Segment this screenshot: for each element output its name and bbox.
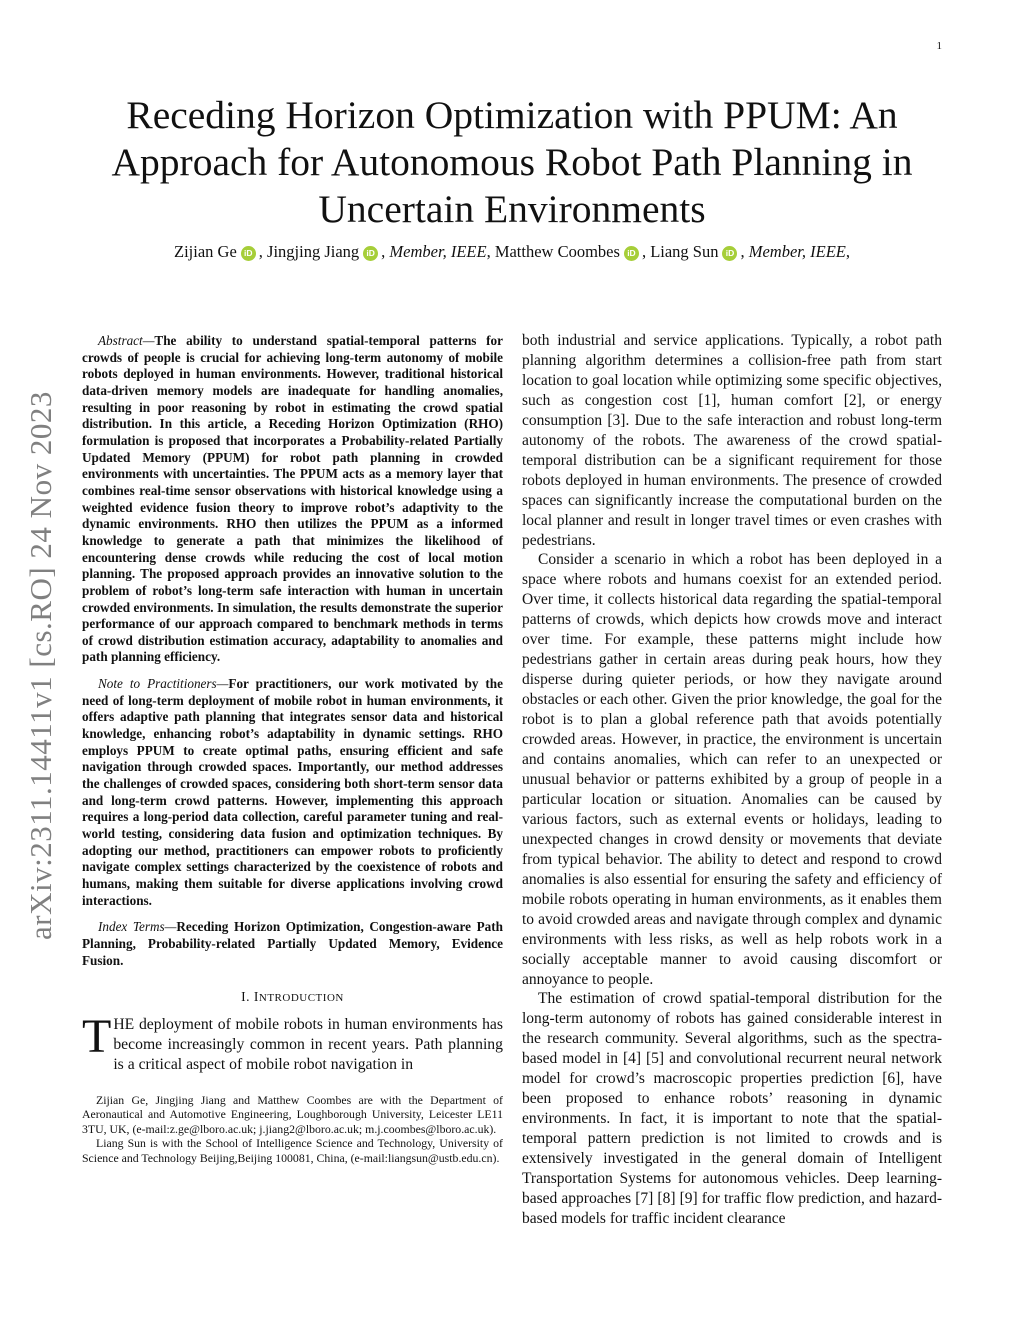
intro-paragraph [82, 1010, 503, 1074]
intro-first-word: HE [113, 1016, 135, 1034]
abstract-label: Abstract— [98, 333, 155, 348]
section-number: I. [241, 989, 251, 1005]
section-first-letter: I [253, 989, 259, 1005]
drop-cap: T [82, 1010, 112, 1064]
author-membership: Member, IEEE [389, 242, 487, 261]
left-column [82, 333, 503, 1166]
orcid-icon[interactable]: iD [624, 246, 639, 261]
right-column [522, 331, 942, 1229]
orcid-icon[interactable]: iD [722, 246, 737, 261]
body-paragraph: Consider a scenario in which a robot has been deployed in a space where robots and humans coexist for an extended period. Over time, it collects historical data regarding the spatial-temporal patterns of crowds, which depicts how crowds move and interact over time. For example, these patterns might include how pedestrians gather in certain areas during peak hours, how they disperse during quieter periods, or how they navigate around obstacles or each other. Given the prior knowledge, the goal for the robot is to plan a global reference path that avoids potentially crowded areas. However, in practice, the environment is uncertain and contains anomalies, which can refer to an unexpected or unusual behavior or patterns exhibited by a group of people in a particular location or situation. Anomalies can be caused by various factors, such as external events or holidays, leading to unexpected changes in crowd density or movements that deviate from typical behavior. The ability to detect and respond to crowd anomalies is also essential for ensuring the safety and efficiency of mobile robots operating in human environments, as it enables them to avoid crowded areas and navigate through complex and dynamic environments with less risks, as well as help robots work in a socially acceptable manner to avoid causing discomfort or annoyance to people. [522, 551, 942, 988]
body-paragraph: The estimation of crowd spatial-temporal distribution for the long-term autonomy of robots has gained considerable interest in the research community. Several algorithms, such as the spectra-based model in [4] [5] and convolutional recurrent neural network model for crowd’s macroscopic properties prediction [6], have been proposed to enhance robots’ reasoning in dynamic environments. In fact, it is important to note that the spatial-temporal pattern prediction is not limited to crowds and is extensively investigated in the general domain of Intelligent Transportation Systems for autonomous vehicles. Deep learning-based approaches [7] [8] [9] for traffic flow prediction, and hazard-based models for traffic incident clearance [522, 990, 942, 1227]
paper-title: Receding Horizon Optimization with PPUM: An Approach for Autonomous Robot Path Planning in Uncertain Environments [111, 93, 913, 231]
section-title-rest: NTRODUCTION [258, 992, 344, 1005]
note-text: For practitioners, our work motivated by the need of long-term deployment of mobile robot in human environments, it offers adaptive path planning that integrates sensor data and historical knowledge, enhancing robot’s adaptability in dynamic settings. RHO employs PPUM to create optimal paths, ensuring efficient and safe navigation through crowded spaces. Importantly, our method addresses the challenges of crowded spaces, considering both short-term sensor data and long-term crowd patterns. However, implementing this approach requires a long-period data collection, careful parameter tuning and real-world testing, considering data fusion and optimization techniques. By adopting our method, practitioners can empower robots to proficiently navigate complex settings characterized by the coexistence of robots and humans, making them suitable for diverse applications involving crowd interactions. [82, 676, 503, 908]
author-name: Jingjing Jiang [267, 242, 360, 261]
index-terms-label: Index Terms— [98, 919, 177, 935]
abstract [82, 333, 503, 666]
arxiv-identifier: arXiv:2311.14411v1 [cs.RO] 24 Nov 2023 [23, 391, 58, 940]
author-name: Liang Sun [650, 242, 719, 261]
author-name: Matthew Coombes [494, 242, 620, 261]
author-line: Zijian Ge iD , Jingjing Jiang iD , Member, IEEE, Matthew Coombes iD , Liang Sun iD , Member, IEEE, [174, 242, 850, 261]
body-paragraph: both industrial and service applications. Typically, a robot path planning algorithm determines a collision-free path from start location to goal location while optimizing some specific objectives, such as congestion cost [1], human comfort [2], or energy consumption [3]. Due to the safe interaction and robust long-term autonomy of the robots. The awareness of the crowd spatial-temporal distribution can be a significant requirement for those robots deployed in human environments. The presence of crowded spaces can significantly increase the computational burden on the local planner and result in longer travel times or even crashes with pedestrians. [522, 332, 942, 549]
index-terms-text: Receding Horizon Optimization, Congestion-aware Path Planning, Probability-related Partially Updated Memory, Evidence Fusion. [82, 919, 503, 968]
author-membership: Member, IEEE [748, 242, 846, 261]
author-name: Zijian Ge [174, 242, 237, 261]
footnote: Zijian Ge, Jingjing Jiang and Matthew Coombes are with the Department of Aeronautical and Automotive Engineering, Loughborough University, Leicester LE11 3TU, UK, (e-mail:z.ge@lboro.ac.uk; j.jiang2@lboro.ac.uk; m.j.coombes@lboro.ac.uk). [82, 1092, 503, 1136]
footnote: Liang Sun is with the School of Intelligence Science and Technology, University of Science and Technology Beijing,Beijing 100081, China, (e-mail:liangsun@ustb.edu.cn). [82, 1136, 503, 1166]
note-to-practitioners [82, 676, 503, 909]
orcid-icon[interactable]: iD [363, 246, 378, 261]
index-terms [82, 919, 503, 969]
intro-text: deployment of mobile robots in human environments has become increasingly common in recent years. Path planning is a critical aspect of mobile robot navigation in [113, 1016, 503, 1073]
page-number: 1 [936, 40, 942, 52]
note-label: Note to Practitioners— [98, 676, 229, 692]
orcid-icon[interactable]: iD [241, 246, 256, 261]
section-heading [82, 989, 503, 1005]
footnotes [82, 1093, 503, 1166]
abstract-text: The ability to understand spatial-temporal patterns for crowds of people is crucial for achieving long-term autonomy of mobile robots deployed in human environments. However, traditional historical data-driven memory models are inadequate for handling anomalies, resulting in poor reasoning by robot in estimating the crowd spatial distribution. In this article, a Receding Horizon Optimization (RHO) formulation is proposed that incorporates a Probability-related Partially Updated Memory (PPUM) for robot path planning in crowded environments with uncertainties. The PPUM acts as a memory layer that combines real-time sensor observations with historical knowledge using a weighted evidence fusion theory to improve robot’s adaptivity to the dynamic environments. RHO then utilizes the PPUM as a informed knowledge to generate a path that minimizes the likelihood of encountering dense crowds while reducing the cost of local motion planning. The proposed approach provides an innovative solution to the problem of robot’s long-term safe interaction with human in uncertain crowded environments. In simulation, the results demonstrate the superior performance of our approach compared to benchmark methods in terms of crowd distribution estimation accuracy, adaptability to anomalies and path planning efficiency. [82, 333, 503, 665]
